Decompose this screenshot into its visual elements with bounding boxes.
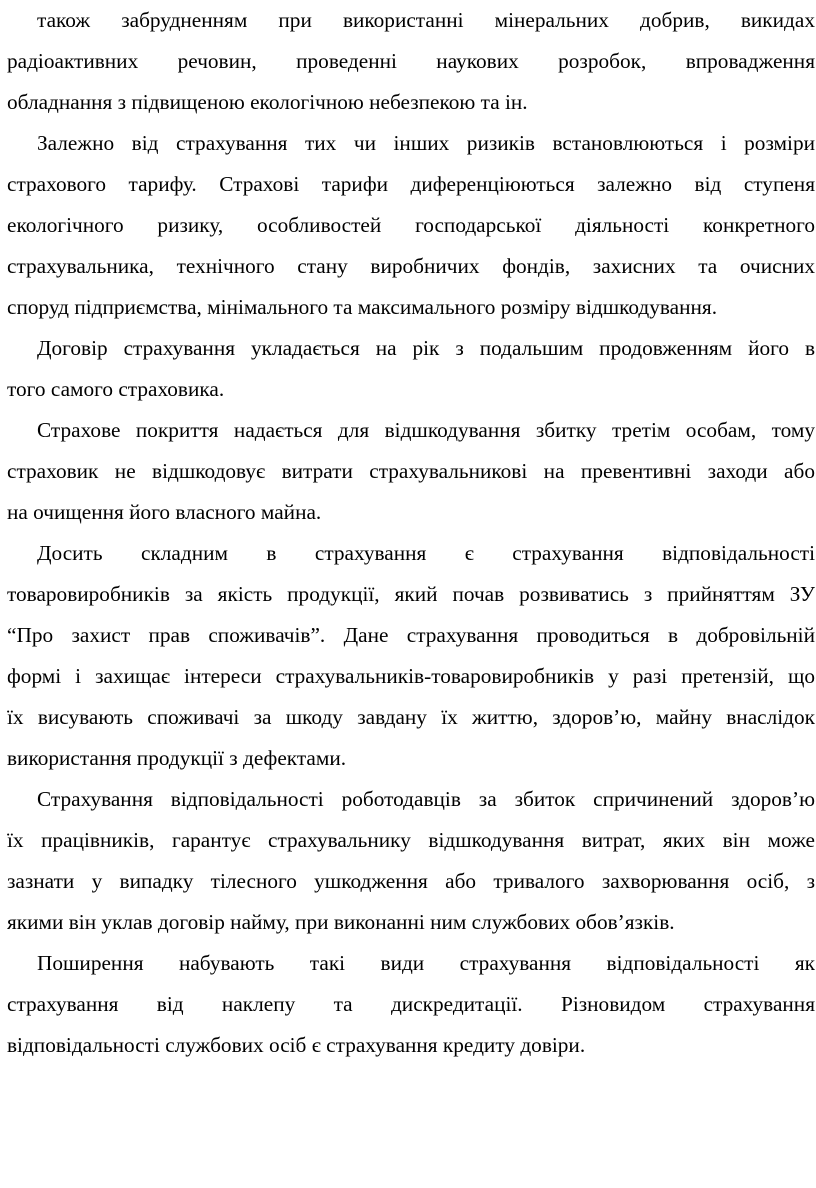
paragraph-2-line-1: Залежно від страхування тих чи інших ризиків встановлюються і розміри <box>37 131 815 155</box>
paragraph-5-line-3: “Про захист прав споживачів”. Дане страхування проводиться в добровільній <box>7 623 815 647</box>
paragraph-1-line-1: також забрудненням при використанні мінеральних добрив, викидах <box>37 8 815 32</box>
paragraph-2-line-2: страхового тарифу. Страхові тарифи диференціюються залежно від ступеня <box>7 172 815 196</box>
paragraph-6-line-2: їх працівників, гарантує страхувальнику відшкодування витрат, яких він може <box>7 828 815 852</box>
paragraph-5-line-4: формі і захищає інтереси страхувальників-товаровиробників у разі претензій, що <box>7 664 815 688</box>
paragraph-1-line-3: обладнання з підвищеною екологічною небезпекою та ін. <box>7 90 528 114</box>
document-body <box>7 0 815 1066</box>
paragraph-7-line-2: страхування від наклепу та дискредитації. Різновидом страхування <box>7 992 815 1016</box>
paragraph-3 <box>7 328 815 410</box>
paragraph-5 <box>7 533 815 779</box>
paragraph-7 <box>7 943 815 1066</box>
paragraph-4-line-2: страховик не відшкодовує витрати страхувальникові на превентивні заходи або <box>7 459 815 483</box>
paragraph-6-line-4: якими він уклав договір найму, при виконанні ним службових обов’язків. <box>7 910 675 934</box>
paragraph-2-line-5: споруд підприємства, мінімального та максимального розміру відшкодування. <box>7 295 718 319</box>
paragraph-6 <box>7 779 815 943</box>
paragraph-5-line-5: їх висувають споживачі за шкоду завдану їх життю, здоров’ю, майну внаслідок <box>7 705 815 729</box>
paragraph-6-line-3: зазнати у випадку тілесного ушкодження або тривалого захворювання осіб, з <box>7 869 815 893</box>
paragraph-7-line-3: відповідальності службових осіб є страхування кредиту довіри. <box>7 1033 586 1057</box>
paragraph-3-line-1: Договір страхування укладається на рік з подальшим продовженням його в <box>37 336 815 360</box>
paragraph-2-line-3: екологічного ризику, особливостей господарської діяльності конкретного <box>7 213 815 237</box>
paragraph-5-line-6: використання продукції з дефектами. <box>7 746 347 770</box>
paragraph-6-line-1: Страхування відповідальності роботодавців за збиток спричинений здоров’ю <box>37 787 815 811</box>
paragraph-1 <box>7 0 815 123</box>
paragraph-4-line-3: на очищення його власного майна. <box>7 500 322 524</box>
paragraph-2-line-4: страхувальника, технічного стану виробничих фондів, захисних та очисних <box>7 254 815 278</box>
paragraph-3-line-2: того самого страховика. <box>7 377 225 401</box>
paragraph-5-line-1: Досить складним в страхування є страхування відповідальності <box>37 541 815 565</box>
paragraph-1-line-2: радіоактивних речовин, проведенні наукових розробок, впровадження <box>7 49 815 73</box>
paragraph-4 <box>7 410 815 533</box>
paragraph-7-line-1: Поширення набувають такі види страхування відповідальності як <box>37 951 815 975</box>
paragraph-4-line-1: Страхове покриття надається для відшкодування збитку третім особам, тому <box>37 418 815 442</box>
paragraph-5-line-2: товаровиробників за якість продукції, який почав розвиватись з прийняттям ЗУ <box>7 582 815 606</box>
paragraph-2 <box>7 123 815 328</box>
